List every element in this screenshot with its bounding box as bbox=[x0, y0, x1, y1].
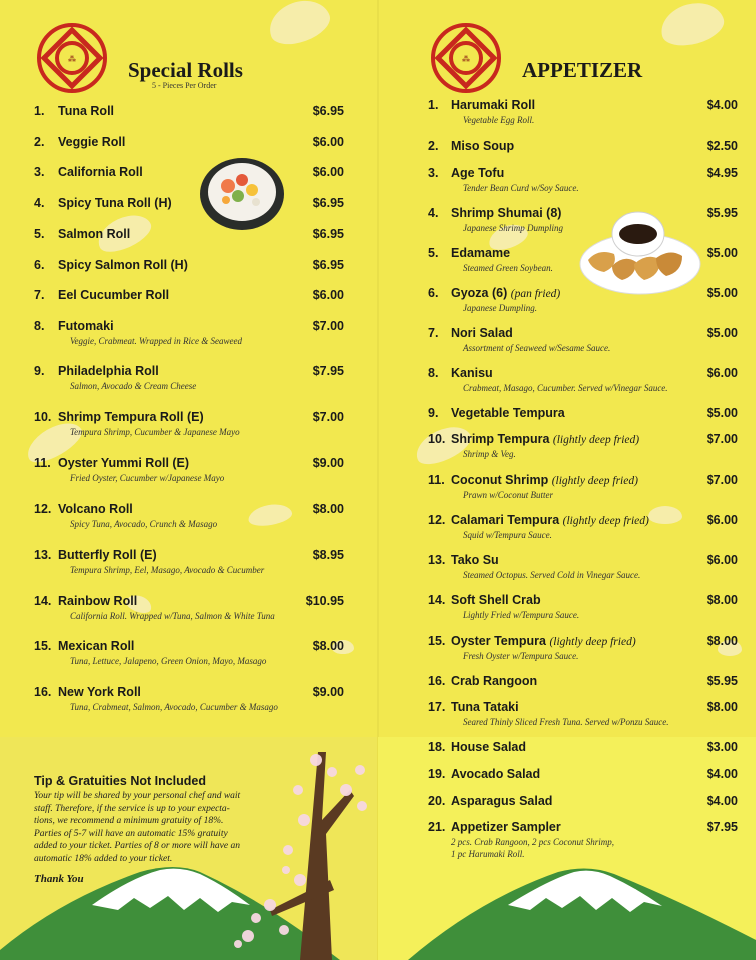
item-note: (lightly deep fried) bbox=[562, 515, 649, 527]
item-number: 10. bbox=[428, 432, 446, 446]
item-name: Eel Cucumber Roll bbox=[58, 288, 170, 302]
item-name-text: Shrimp Tempura bbox=[451, 432, 550, 446]
tip-line: Parties of 5-7 will have an automatic 15% gratuity bbox=[34, 828, 228, 839]
item-number: 1. bbox=[428, 98, 439, 112]
item-description: Salmon, Avocado & Cream Cheese bbox=[70, 381, 197, 391]
item-number: 7. bbox=[34, 288, 45, 302]
item-price: $4.00 bbox=[706, 794, 738, 808]
item-price: $6.00 bbox=[312, 135, 344, 149]
item-name: Tuna Roll bbox=[58, 104, 115, 118]
item-description: Tempura Shrimp, Cucumber & Japanese Mayo bbox=[70, 427, 240, 437]
item-price: $8.00 bbox=[706, 634, 738, 648]
item-description: Steamed Green Soybean. bbox=[463, 263, 553, 273]
item-price: $8.00 bbox=[312, 502, 344, 516]
item-description: California Roll. Wrapped w/Tuna, Salmon & White Tuna bbox=[70, 611, 275, 621]
svg-text:⁂: ⁂ bbox=[68, 55, 76, 64]
item-number: 3. bbox=[34, 165, 45, 179]
item-description: 2 pcs. Crab Rangoon, 2 pcs Coconut Shrimp, bbox=[451, 837, 614, 847]
item-price: $7.00 bbox=[706, 432, 738, 446]
item-price: $5.00 bbox=[706, 246, 738, 260]
item-price: $6.95 bbox=[312, 104, 344, 118]
item-price: $5.95 bbox=[706, 674, 738, 688]
item-price: $7.00 bbox=[312, 410, 344, 424]
item-description: Japanese Dumpling. bbox=[463, 303, 537, 313]
item-number: 2. bbox=[428, 139, 439, 153]
item-price: $7.00 bbox=[706, 473, 738, 487]
item-name: Avocado Salad bbox=[451, 767, 541, 781]
item-name: Crab Rangoon bbox=[451, 674, 538, 688]
item-price: $5.00 bbox=[706, 286, 738, 300]
item-number: 1. bbox=[34, 104, 45, 118]
item-price: $5.00 bbox=[706, 406, 738, 420]
item-number: 15. bbox=[428, 634, 446, 648]
item-number: 12. bbox=[34, 502, 52, 516]
item-name-text: Coconut Shrimp bbox=[451, 473, 549, 487]
item-price: $6.00 bbox=[706, 366, 738, 380]
item-description: Tender Bean Curd w/Soy Sauce. bbox=[463, 183, 579, 193]
item-description: Tuna, Lettuce, Jalapeno, Green Onion, Mayo, Masago bbox=[70, 656, 267, 666]
item-price: $8.95 bbox=[312, 548, 344, 562]
item-number: 17. bbox=[428, 700, 446, 714]
item-description: Assortment of Seaweed w/Sesame Sauce. bbox=[463, 343, 611, 353]
tip-line: staff. Therefore, if the service is up to your expecta- bbox=[34, 803, 230, 814]
item-price: $8.00 bbox=[312, 639, 344, 653]
item-description: Seared Thinly Sliced Fresh Tuna. Served w/Ponzu Sauce. bbox=[463, 717, 669, 727]
item-description: Fried Oyster, Cucumber w/Japanese Mayo bbox=[70, 473, 225, 483]
item-note: (lightly deep fried) bbox=[551, 475, 638, 487]
item-name: Age Tofu bbox=[451, 166, 505, 180]
item-number: 9. bbox=[34, 364, 45, 378]
item-price: $6.00 bbox=[706, 553, 738, 567]
item-number: 16. bbox=[428, 674, 446, 688]
item-name: Soft Shell Crab bbox=[451, 593, 541, 607]
item-name: Volcano Roll bbox=[58, 502, 133, 516]
item-name-text: Gyoza (6) bbox=[451, 286, 508, 300]
item-name: Appetizer Sampler bbox=[451, 820, 561, 834]
item-price: $4.95 bbox=[706, 166, 738, 180]
item-number: 18. bbox=[428, 740, 446, 754]
tip-text bbox=[34, 790, 304, 865]
item-description: Vegetable Egg Roll. bbox=[463, 115, 535, 125]
item-description: Spicy Tuna, Avocado, Crunch & Masago bbox=[70, 519, 218, 529]
item-number: 14. bbox=[34, 594, 52, 608]
item-price: $8.00 bbox=[706, 593, 738, 607]
item-name: Vegetable Tempura bbox=[451, 406, 565, 420]
item-description: Squid w/Tempura Sauce. bbox=[463, 530, 552, 540]
item-number: 20. bbox=[428, 794, 446, 808]
item-number: 3. bbox=[428, 166, 439, 180]
svg-text:⁂: ⁂ bbox=[462, 55, 470, 64]
item-number: 5. bbox=[428, 246, 439, 260]
item-number: 8. bbox=[428, 366, 439, 380]
item-name: Butterfly Roll (E) bbox=[58, 548, 157, 562]
tip-line: automatic 18% added to your ticket. bbox=[34, 853, 173, 864]
item-name: Asparagus Salad bbox=[451, 794, 553, 808]
item-name: Salmon Roll bbox=[58, 227, 131, 241]
mountain-illustration bbox=[378, 0, 756, 960]
item-name: Futomaki bbox=[58, 319, 114, 333]
item-name: Nori Salad bbox=[451, 326, 513, 340]
item-number: 15. bbox=[34, 639, 52, 653]
cherry-blossom-tree-illustration bbox=[300, 752, 354, 960]
item-name: Edamame bbox=[451, 246, 511, 260]
tip-line: added to your ticket. Parties of 8 or more will have an bbox=[34, 841, 240, 851]
item-price: $3.00 bbox=[706, 740, 738, 754]
item-name: Tuna Tataki bbox=[451, 700, 519, 714]
item-number: 7. bbox=[428, 326, 439, 340]
item-description: Tempura Shrimp, Eel, Masago, Avocado & Cucumber bbox=[70, 565, 265, 575]
tip-line: tions, we recommend a minimum gratuity of 18%. bbox=[34, 816, 224, 826]
item-number: 16. bbox=[34, 685, 52, 699]
item-name: Spicy Tuna Roll (H) bbox=[58, 196, 172, 210]
item-price: $5.95 bbox=[706, 206, 738, 220]
item-price: $4.00 bbox=[706, 767, 738, 781]
tip-line: Your tip will be shared by your personal chef and wait bbox=[34, 791, 241, 801]
item-number: 6. bbox=[428, 286, 439, 300]
item-name-text: Oyster Tempura bbox=[451, 634, 546, 648]
item-description: Shrimp & Veg. bbox=[463, 449, 516, 459]
item-price: $2.50 bbox=[706, 139, 738, 153]
item-description: 1 pc Harumaki Roll. bbox=[451, 849, 525, 859]
item-number: 11. bbox=[428, 473, 445, 487]
item-number: 13. bbox=[34, 548, 52, 562]
item-price: $7.00 bbox=[312, 319, 344, 333]
item-name: Philadelphia Roll bbox=[58, 364, 159, 378]
item-name: Mexican Roll bbox=[58, 639, 135, 653]
item-name: House Salad bbox=[451, 740, 527, 754]
item-description: Prawn w/Coconut Butter bbox=[463, 490, 553, 500]
item-number: 2. bbox=[34, 135, 45, 149]
item-description: Japanese Shrimp Dumpling bbox=[463, 223, 563, 233]
special-rolls-subtitle: 5 - Pieces Per Order bbox=[152, 81, 217, 90]
tip-thanks: Thank You bbox=[34, 873, 84, 885]
item-number: 12. bbox=[428, 513, 446, 527]
item-price: $6.00 bbox=[312, 165, 344, 179]
item-name: Spicy Salmon Roll (H) bbox=[58, 258, 188, 272]
item-description: Lightly Fried w/Tempura Sauce. bbox=[463, 610, 580, 620]
item-note: (pan fried) bbox=[510, 288, 561, 300]
item-number: 9. bbox=[428, 406, 439, 420]
item-price: $10.95 bbox=[305, 594, 344, 608]
appetizer-column bbox=[378, 0, 756, 960]
appetizer-title: APPETIZER bbox=[522, 58, 643, 82]
item-price: $7.95 bbox=[706, 820, 738, 834]
item-number: 19. bbox=[428, 767, 446, 781]
item-price: $6.00 bbox=[706, 513, 738, 527]
item-price: $9.00 bbox=[312, 456, 344, 470]
item-name: Oyster Yummi Roll (E) bbox=[58, 456, 190, 470]
item-description: Steamed Octopus. Served Cold in Vinegar Sauce. bbox=[463, 570, 641, 580]
item-number: 14. bbox=[428, 593, 446, 607]
item-price: $6.95 bbox=[312, 258, 344, 272]
tip-title: Tip & Gratuities Not Included bbox=[34, 774, 207, 788]
item-description: Crabmeat, Masago, Cucumber. Served w/Vinegar Sauce. bbox=[463, 383, 668, 393]
item-price: $8.00 bbox=[706, 700, 738, 714]
item-number: 8. bbox=[34, 319, 45, 333]
item-name: Kanisu bbox=[451, 366, 493, 380]
item-description: Tuna, Crabmeat, Salmon, Avocado, Cucumber & Masago bbox=[70, 702, 278, 712]
item-number: 4. bbox=[34, 196, 45, 210]
item-note: (lightly deep fried) bbox=[549, 636, 636, 648]
item-number: 13. bbox=[428, 553, 446, 567]
item-price: $7.95 bbox=[312, 364, 344, 378]
item-name: Miso Soup bbox=[451, 139, 515, 153]
item-number: 5. bbox=[34, 227, 45, 241]
item-number: 21. bbox=[428, 820, 446, 834]
item-price: $6.95 bbox=[312, 227, 344, 241]
item-name: New York Roll bbox=[58, 685, 141, 699]
item-price: $6.95 bbox=[312, 196, 344, 210]
item-description: Veggie, Crabmeat. Wrapped in Rice & Seaweed bbox=[70, 336, 242, 346]
item-number: 6. bbox=[34, 258, 45, 272]
item-name: Tako Su bbox=[451, 553, 499, 567]
special-rolls-title: Special Rolls bbox=[128, 58, 243, 82]
item-name: Shrimp Shumai (8) bbox=[451, 206, 562, 220]
item-price: $4.00 bbox=[706, 98, 738, 112]
item-name: Shrimp Tempura Roll (E) bbox=[58, 410, 204, 424]
item-name: Veggie Roll bbox=[58, 135, 126, 149]
item-description: Fresh Oyster w/Tempura Sauce. bbox=[463, 651, 579, 661]
item-number: 4. bbox=[428, 206, 439, 220]
item-name-text: Harumaki Roll bbox=[451, 98, 536, 112]
item-name-text: Calamari Tempura bbox=[451, 513, 560, 527]
item-note: (lightly deep fried) bbox=[552, 434, 640, 446]
item-price: $9.00 bbox=[312, 685, 344, 699]
item-price: $6.00 bbox=[312, 288, 344, 302]
item-number: 10. bbox=[34, 410, 52, 424]
item-price: $5.00 bbox=[706, 326, 738, 340]
item-number: 11. bbox=[34, 456, 51, 470]
item-name: California Roll bbox=[58, 165, 143, 179]
item-name: Rainbow Roll bbox=[58, 594, 138, 608]
